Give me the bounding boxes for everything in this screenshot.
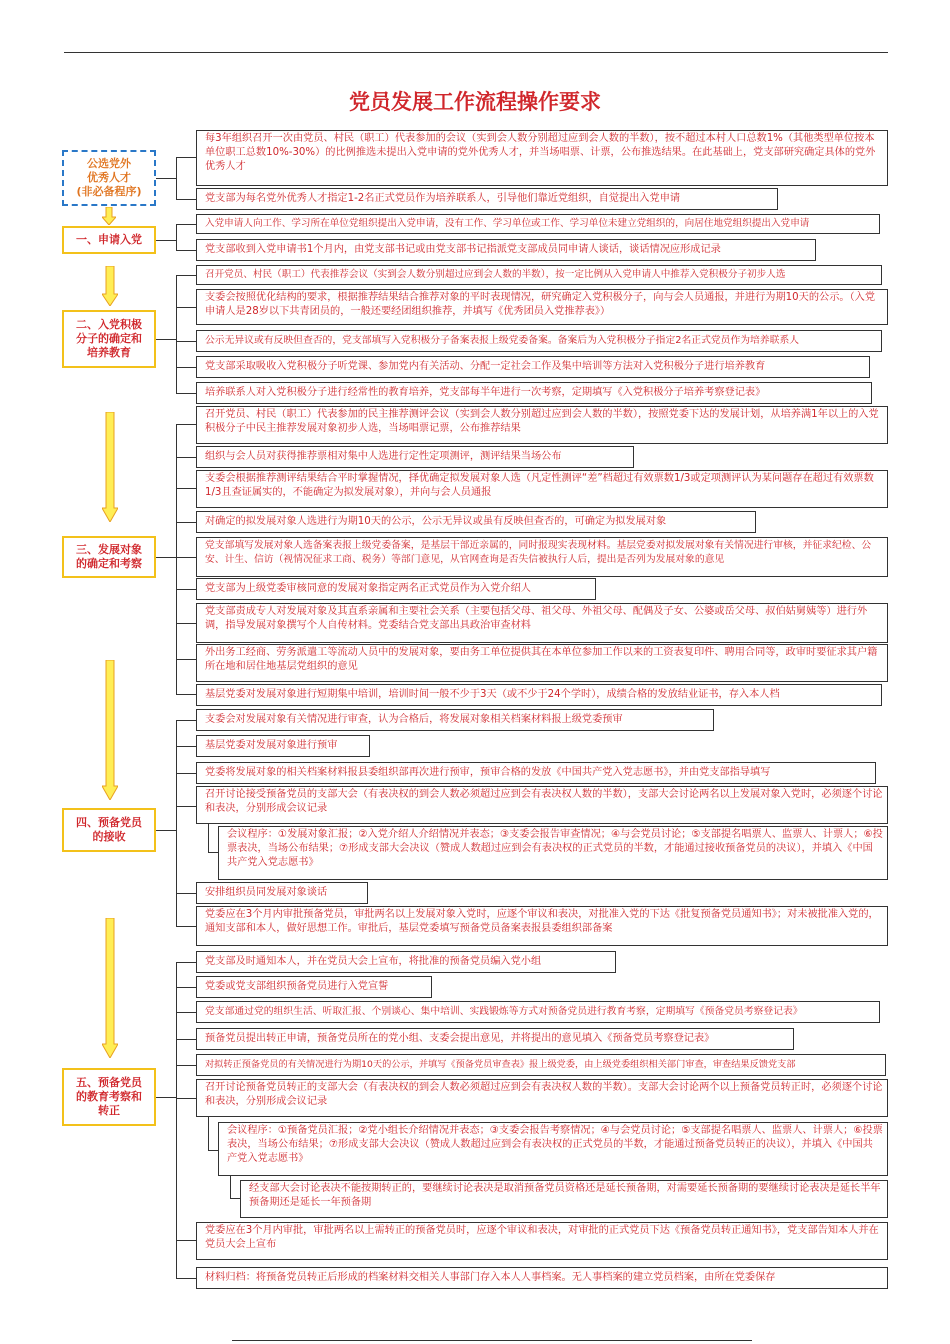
connector	[176, 746, 196, 747]
step-box: 党支部责成专人对发展对象及其直系亲属和主要社会关系（主要包括父母、祖父母、外祖父母、配偶及子女、公婆或岳父母、叔伯姑舅姨等）进行外调，指导发展对象撰写个人自传材料。党委结合党支部出具政治审查材料	[196, 603, 888, 643]
connector	[208, 852, 218, 853]
step-box: 支委会根据推荐测评结果结合平时掌握情况，择优确定拟发展对象人选（凡定性测评“差”档超过有效票数1/3或定项测评认为某问题存在超过有效票数1/3且查证属实的，不能确定为拟发展对象），并向与会人员通报	[196, 470, 888, 508]
stage-probationary-education: 五、预备党员 的教育考察和 转正	[62, 1068, 156, 1126]
connector	[176, 393, 196, 394]
connector	[176, 457, 196, 458]
connector	[176, 199, 196, 200]
step-box: 党支部采取吸收入党积极分子听党课、参加党内有关活动、分配一定社会工作及集中培训等方法对入党积极分子进行培养教育	[196, 356, 870, 378]
connector	[176, 224, 196, 225]
connector	[176, 157, 196, 158]
connector	[176, 157, 177, 199]
step-box: 党支部为每名党外优秀人才指定1-2名正式党员作为培养联系人，引导他们靠近党组织，自觉提出入党申请	[196, 188, 778, 210]
connector	[176, 720, 177, 926]
step-box: 对拟转正预备党员的有关情况进行为期10天的公示，并填写《预备党员审查表》报上级党委，由上级党委组织相关部门审查，审查结果反馈党支部	[196, 1054, 886, 1076]
connector	[176, 926, 196, 927]
connector	[176, 773, 196, 774]
step-box: 党委应在3个月内审批预备党员，审批两名以上发展对象入党时，应逐个审议和表决，对批准入党的下达《批复预备党员通知书》；对未被批准入党的，通知支部和本人，做好思想工作。审批后，基层党委填写预备党员备案表报县委组织部备案	[196, 906, 888, 946]
footer-rule	[232, 1340, 752, 1341]
down-arrow-icon	[102, 412, 118, 522]
connector	[176, 589, 196, 590]
step-box: 党支部及时通知本人，并在党员大会上宣布，将批准的预备党员编入党小组	[196, 951, 616, 973]
step-box: 基层党委对发展对象进行短期集中培训，培训时间一般不少于3天（或不少于24个学时），成绩合格的发放结业证书，存入本人档	[196, 684, 882, 706]
stage-probationary-admission: 四、预备党员 的接收	[62, 808, 156, 852]
step-box: 安排组织员同发展对象谈话	[196, 882, 368, 904]
connector	[156, 178, 176, 179]
connector	[176, 424, 196, 425]
connector	[176, 341, 196, 342]
connector	[230, 1198, 240, 1199]
step-box: 召开讨论接受预备党员的支部大会（有表决权的到会人数必须超过应到会有表决权人数的半数），支部大会讨论两名以上发展对象入党时，必须逐个讨论和表决，分别形成会议记录	[196, 786, 888, 824]
connector	[176, 1240, 196, 1241]
step-box: 党支部为上级党委审核同意的发展对象指定两名正式党员作为入党介绍人	[196, 578, 596, 600]
connector	[176, 522, 196, 523]
step-box: 党支部通过党的组织生活、听取汇报、个别谈心、集中培训、实践锻炼等方式对预备党员进行教育考察，定期填写《预备党员考察登记表》	[196, 1001, 880, 1023]
step-box: 预备党员提出转正申请，预备党员所在的党小组、支委会提出意见，并将提出的意见填入《预备党员考察登记表》	[196, 1028, 794, 1050]
connector	[176, 367, 196, 368]
down-arrow-icon	[102, 207, 116, 225]
connector	[176, 1039, 196, 1040]
connector	[176, 488, 196, 489]
step-box: 党支部收到入党申请书1个月内，由党支部书记或由党支部书记指派党支部成员同申请人谈话，谈话情况应形成记录	[196, 239, 816, 261]
connector	[176, 659, 196, 660]
step-box: 会议程序：①预备党员汇报；②党小组长介绍情况并表态；③支委会报告考察情况；④与会党员讨论；⑤支部提名唱票人、监票人、计票人；⑥投票表决，当场公布结果；⑦形成支部大会决议（赞成人数超过应到会有表决权的正式党员的半数，才能通过预备党员转正的决议），并填入《中国共产党入党志愿书》	[218, 1122, 888, 1176]
step-box: 召开党员、村民（职工）代表参加的民主推荐测评会议（实到会人数分别超过应到会人数的半数），按照党委下达的发展计划，从培养满1年以上的入党积极分子中民主推荐发展对象初步人选，当场唱票记票，公布推荐结果	[196, 406, 888, 444]
step-box: 经支部大会讨论表决不能按期转正的，要继续讨论表决是取消预备党员资格还是延长预备期，对需要延长预备期的要继续讨论表决是延长半年预备期还是延长一年预备期	[240, 1180, 888, 1218]
step-box: 会议程序：①发展对象汇报；②入党介绍人介绍情况并表态；③支委会报告审查情况；④与会党员讨论；⑤支部提名唱票人、监票人、计票人；⑥投票表决，当场公布结果；⑦形成支部大会决议（赞成人数超过应到会有表决权的正式党员的半数，才能通过接收预备党员的决议），并填入《中国共产党入党志愿书》	[218, 826, 888, 880]
step-box: 召开讨论预备党员转正的支部大会（有表决权的到会人数必须超过应到会有表决权人数的半数）。支部大会讨论两个以上预备党员转正时，必须逐个讨论和表决，分别形成会议记录	[196, 1079, 888, 1117]
connector	[176, 1278, 196, 1279]
connector	[230, 1176, 231, 1198]
connector	[156, 830, 176, 831]
connector	[208, 822, 209, 852]
connector	[176, 893, 196, 894]
stage-talent-selection: 公选党外 优秀人才 (非必备程序)	[62, 150, 156, 206]
connector	[176, 694, 196, 695]
connector	[176, 623, 196, 624]
connector	[208, 1150, 218, 1151]
step-box: 基层党委对发展对象进行预审	[196, 735, 370, 757]
connector	[176, 1098, 196, 1099]
connector	[156, 339, 176, 340]
connector	[176, 557, 196, 558]
connector	[176, 720, 196, 721]
page-title: 党员发展工作流程操作要求	[349, 89, 601, 114]
connector	[176, 806, 196, 807]
connector	[176, 250, 196, 251]
step-box: 外出务工经商、劳务派遣工等流动人员中的发展对象，要由务工单位提供其在本单位参加工作以来的工资表复印件、聘用合同等，政审时要征求其户籍所在地和居住地基层党组织的意见	[196, 644, 888, 682]
header-rule	[64, 52, 888, 53]
connector	[208, 1114, 209, 1150]
connector	[176, 962, 177, 1278]
step-box: 党委将发展对象的相关档案材料报县委组织部再次进行预审，预审合格的发放《中国共产党入党志愿书》，并由党支部指导填写	[196, 762, 876, 784]
stage-activist: 二、入党积极 分子的确定和 培养教育	[62, 310, 156, 368]
connector	[176, 424, 177, 694]
connector	[176, 987, 196, 988]
step-box: 党支部填写发展对象人选备案表报上级党委备案，是基层干部近亲属的，同时报现实表现材料。基层党委对拟发展对象有关情况进行审核，并征求纪检、公安、计生、信访（视情况征求工商、税务）等部门意见，从官网查询是否失信被执行人后，提出是否列为发展对象的意见	[196, 537, 888, 577]
step-box: 召开党员、村民（职工）代表推荐会议（实到会人数分别超过应到会人数的半数），按一定比例从入党申请人中推荐入党积极分子初步人选	[196, 265, 882, 285]
step-box: 材料归档：将预备党员转正后形成的档案材料交相关人事部门存入本人人事档案。无人事档案的建立党员档案，由所在党委保存	[196, 1267, 888, 1289]
step-box: 支委会对发展对象有关情况进行审查，认为合格后，将发展对象相关档案材料报上级党委预审	[196, 709, 714, 731]
connector	[176, 275, 177, 393]
stage-apply: 一、申请入党	[62, 226, 156, 254]
connector	[156, 240, 176, 241]
step-box: 每3年组织召开一次由党员、村民（职工）代表参加的会议（实到会人数分别超过应到会人数的半数），按不超过本村人口总数1%（其他类型单位按本单位职工总数10%-30%）的比例推选未提出入党申请的党外优秀人才，并当场唱票、计票，公布推选结果。在此基础上，党支部研究确定具体的党外优秀人才	[196, 130, 888, 186]
connector	[176, 1065, 196, 1066]
down-arrow-icon	[102, 660, 118, 800]
connector	[156, 557, 176, 558]
connector	[176, 307, 196, 308]
down-arrow-icon	[102, 918, 118, 1058]
down-arrow-icon	[102, 266, 118, 306]
step-box: 对确定的拟发展对象人选进行为期10天的公示，公示无异议或虽有反映但查否的，可确定为拟发展对象	[196, 511, 756, 533]
step-box: 支委会按照优化结构的要求，根据推荐结果结合推荐对象的平时表现情况，研究确定入党积极分子，向与会人员通报，并进行为期10天的公示。（入党申请人是28岁以下共青团员的，一般还要经团组织推荐，并填写《优秀团员入党推荐表》）	[196, 289, 888, 325]
connector	[176, 962, 196, 963]
step-box: 组织与会人员对获得推荐票相对集中人选进行定性定项测评，测评结果当场公布	[196, 446, 634, 468]
connector	[176, 224, 177, 250]
step-box: 公示无异议或有反映但查否的，党支部填写入党积极分子备案表报上级党委备案。备案后为入党积极分子指定2名正式党员作为培养联系人	[196, 330, 882, 352]
connector	[176, 1012, 196, 1013]
connector	[156, 1097, 176, 1098]
stage-development-target: 三、发展对象 的确定和考察	[62, 536, 156, 578]
step-box: 入党申请人向工作、学习所在单位党组织提出入党申请，没有工作、学习单位或工作、学习单位未建立党组织的，向居住地党组织提出入党申请	[196, 214, 880, 234]
step-box: 党委应在3个月内审批，审批两名以上需转正的预备党员时，应逐个审议和表决，对审批的正式党员下达《预备党员转正通知书》，党支部告知本人并在党员大会上宣布	[196, 1222, 888, 1260]
step-box: 培养联系人对入党积极分子进行经常性的教育培养，党支部每半年进行一次考察，定期填写《入党积极分子培养考察登记表》	[196, 382, 872, 404]
step-box: 党委或党支部组织预备党员进行入党宣誓	[196, 976, 432, 998]
connector	[176, 275, 196, 276]
